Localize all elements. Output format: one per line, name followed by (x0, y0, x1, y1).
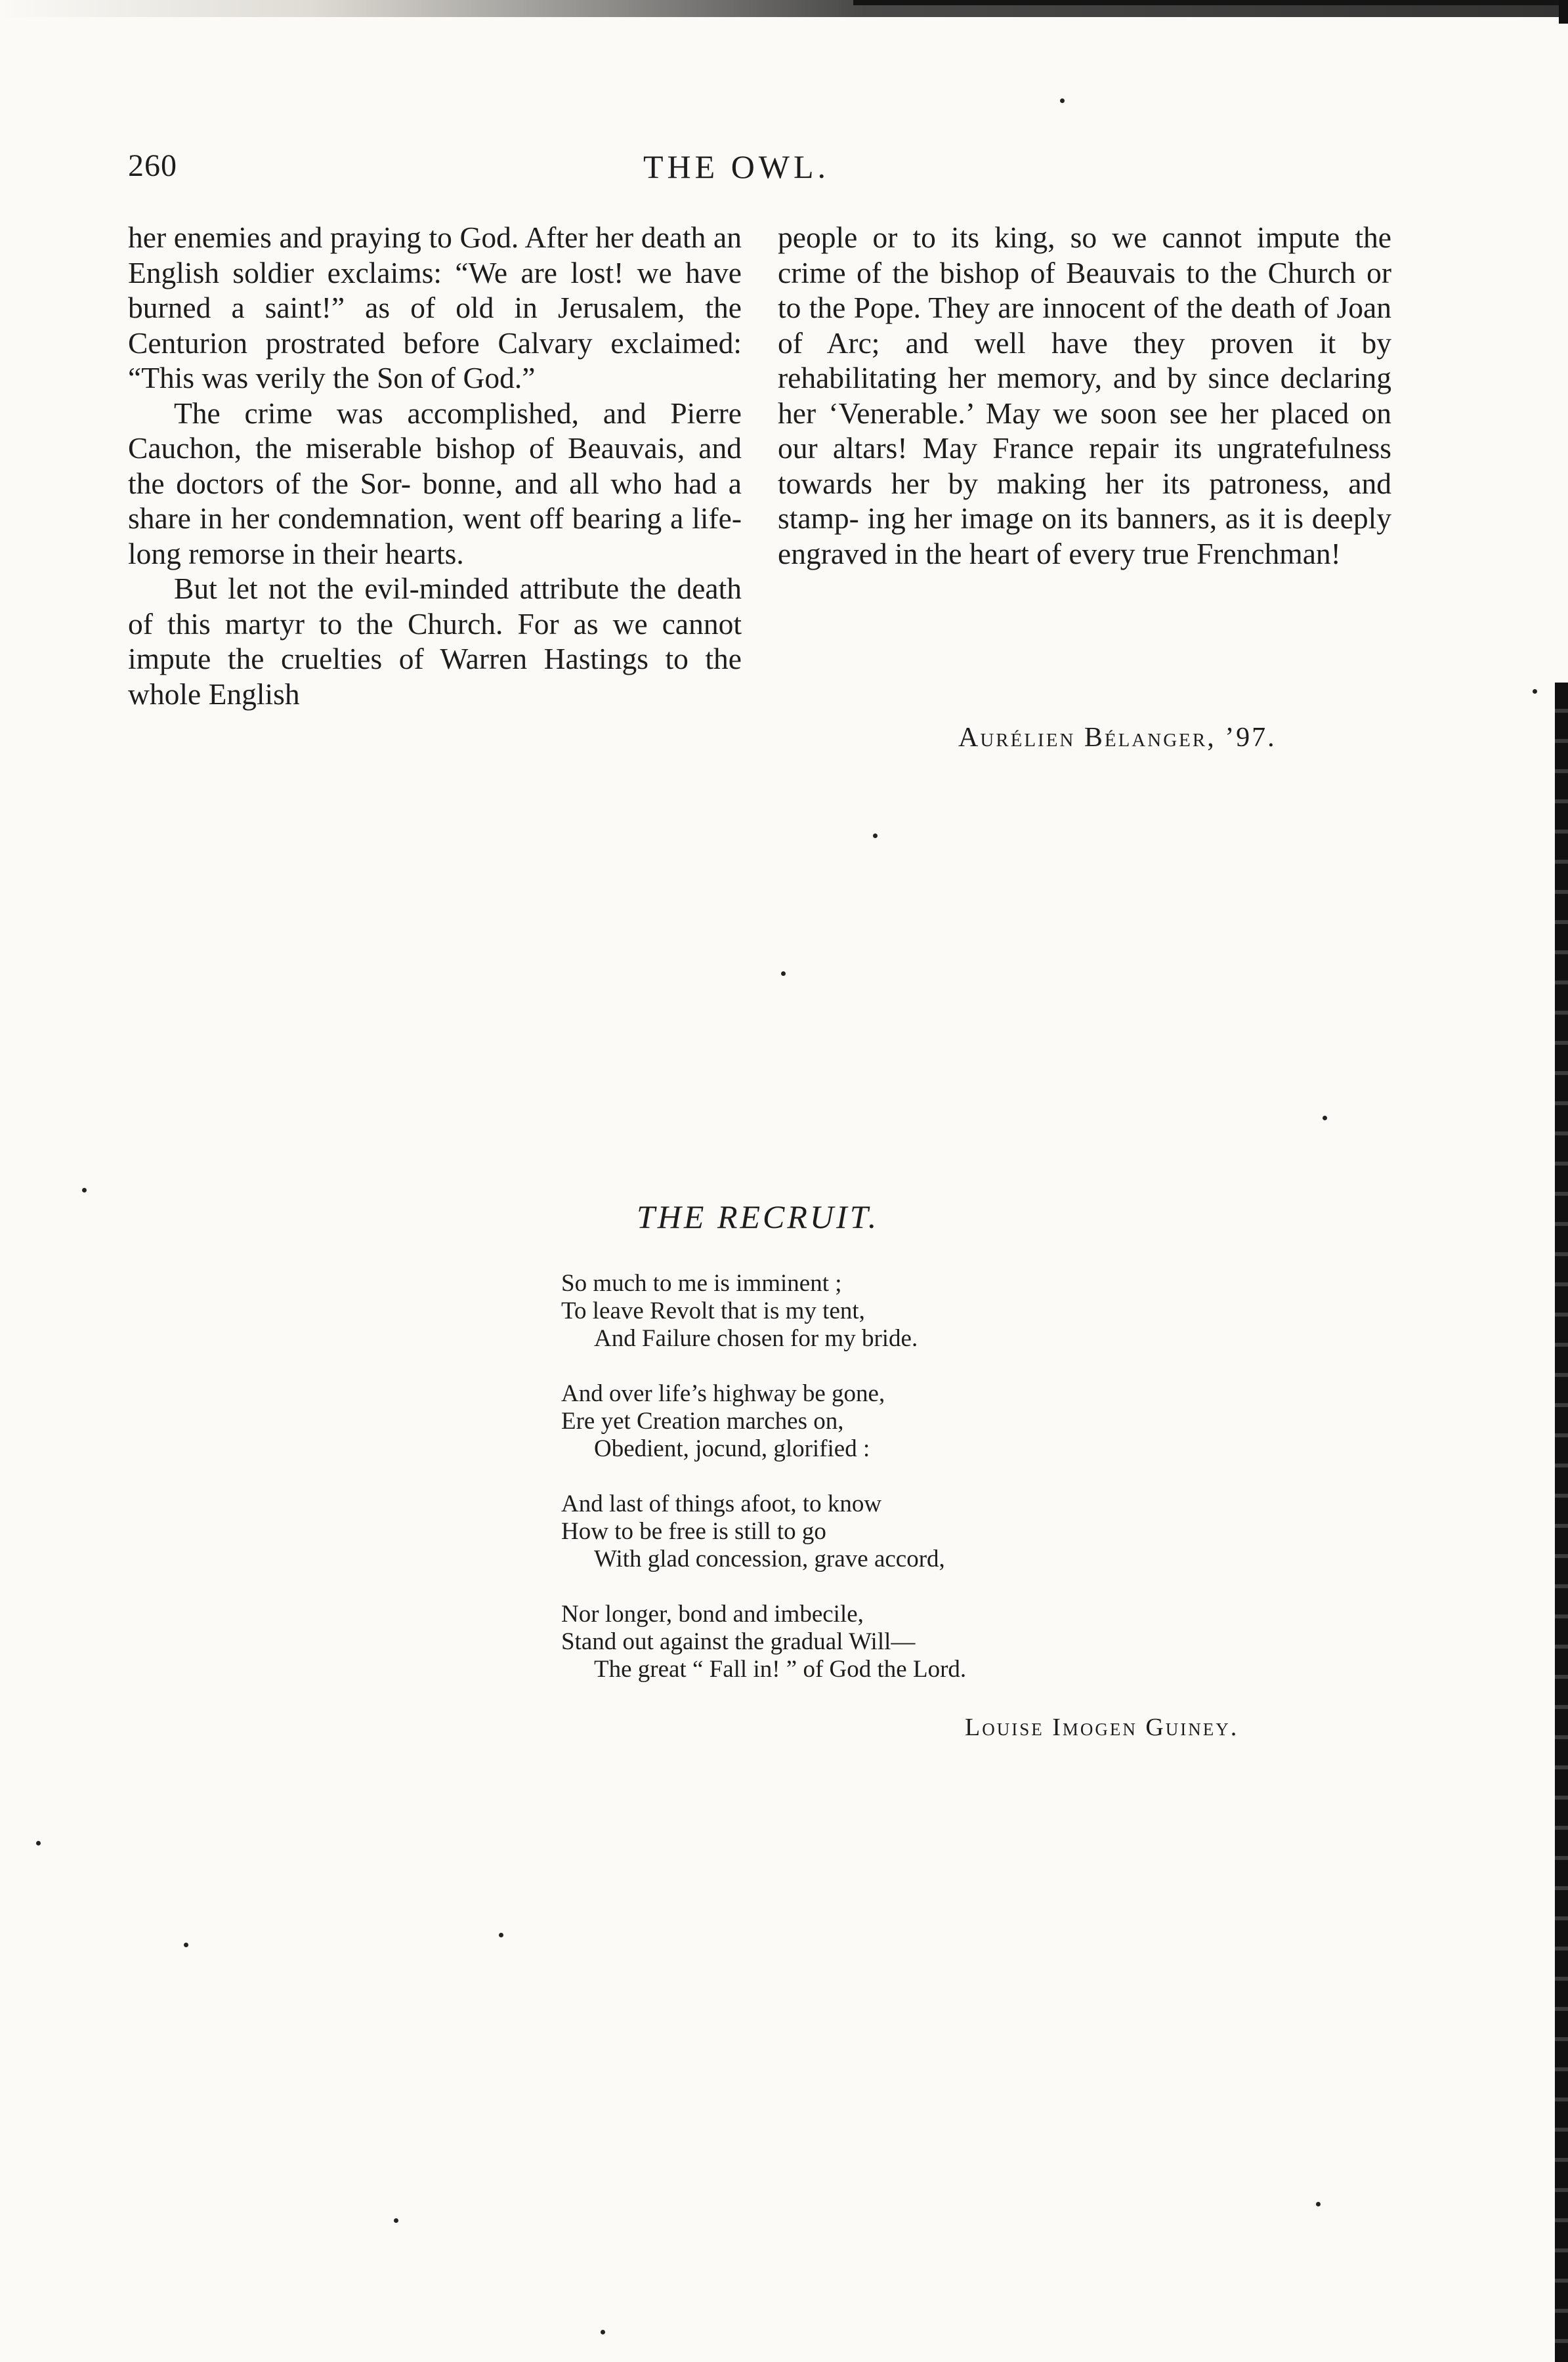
running-head: THE OWL. (643, 148, 830, 185)
paragraph: her enemies and praying to God. After her death an English soldier exclaims: “We are lost! we have burned a saint!” as of old in Jerusalem, the Centurion prostrated before Calvary exclaimed: “This was verily the Son of God.” (128, 221, 742, 394)
paragraph: But let not the evil-minded attribute the death of this martyr to the Church. For as we cannot impute the cruelties of Warren Hastings to the whole English (128, 572, 742, 711)
scan-speck (873, 833, 878, 838)
scan-speck (82, 1188, 87, 1192)
scan-speck (36, 1841, 41, 1845)
page-number: 260 (128, 148, 177, 183)
scan-speck (499, 1933, 503, 1937)
poem-stanza (561, 1601, 966, 1683)
paragraph: The crime was accomplished, and Pierre Cauchon, the miserable bishop of Beauvais, and the doctors of the Sor- bonne, and all who had a share in her condemnation, went off bearing a life-long remorse in their hearts. (128, 396, 742, 570)
poem-signature: Louise Imogen Guiney. (965, 1714, 1239, 1741)
scan-edge-corner (1559, 0, 1568, 24)
scan-speck (1316, 2202, 1321, 2206)
poem-body (561, 1270, 966, 1711)
poem-line: How to be free is still to go (561, 1518, 826, 1545)
poem-title: THE RECRUIT. (637, 1198, 879, 1235)
poem-line: And last of things afoot, to know (561, 1490, 882, 1517)
scan-speck (394, 2218, 398, 2223)
poem-line: The great “ Fall in! ” of God the Lord. (594, 1656, 967, 1683)
scan-speck (781, 971, 786, 976)
poem-line: To leave Revolt that is my tent, (561, 1297, 865, 1324)
scan-speck (1533, 689, 1537, 694)
poem-line: Obedient, jocund, glorified : (594, 1435, 870, 1462)
poem-stanza (561, 1380, 966, 1463)
scan-edge-right (1555, 683, 1568, 2362)
article-right-column (778, 220, 1391, 571)
poem-line: Ere yet Creation marches on, (561, 1408, 844, 1435)
scan-speck (601, 2330, 605, 2334)
article-signature: Aurélien Bélanger, ’97. (958, 723, 1277, 753)
poem-line: With glad concession, grave accord, (594, 1546, 945, 1572)
poem-line: So much to me is imminent ; (561, 1270, 842, 1297)
poem-line: And over life’s highway be gone, (561, 1380, 885, 1407)
scan-speck (1060, 98, 1065, 103)
scan-speck (184, 1943, 188, 1947)
paragraph: people or to its king, so we cannot impute the crime of the bishop of Beauvais to the Church or to the Pope. They are innocent of the death of Joan of Arc; and well have they proven it by rehabilitating her memory, and by since declaring her ‘Venerable.’ May we soon see her placed on our altars! May France repair its ungratefulness towards her by making her its patroness, and stamp- ing her image on its banners, as it is deeply engraved in the heart of every true Frenchman! (778, 221, 1391, 570)
poem-line: Nor longer, bond and imbecile, (561, 1601, 864, 1628)
article-left-column (128, 220, 742, 711)
poem-line: And Failure chosen for my bride. (594, 1325, 918, 1352)
poem-stanza (561, 1490, 966, 1573)
poem-stanza (561, 1270, 966, 1353)
scan-edge-band (853, 0, 1568, 5)
poem-line: Stand out against the gradual Will— (561, 1628, 916, 1655)
scan-speck (1323, 1116, 1327, 1120)
